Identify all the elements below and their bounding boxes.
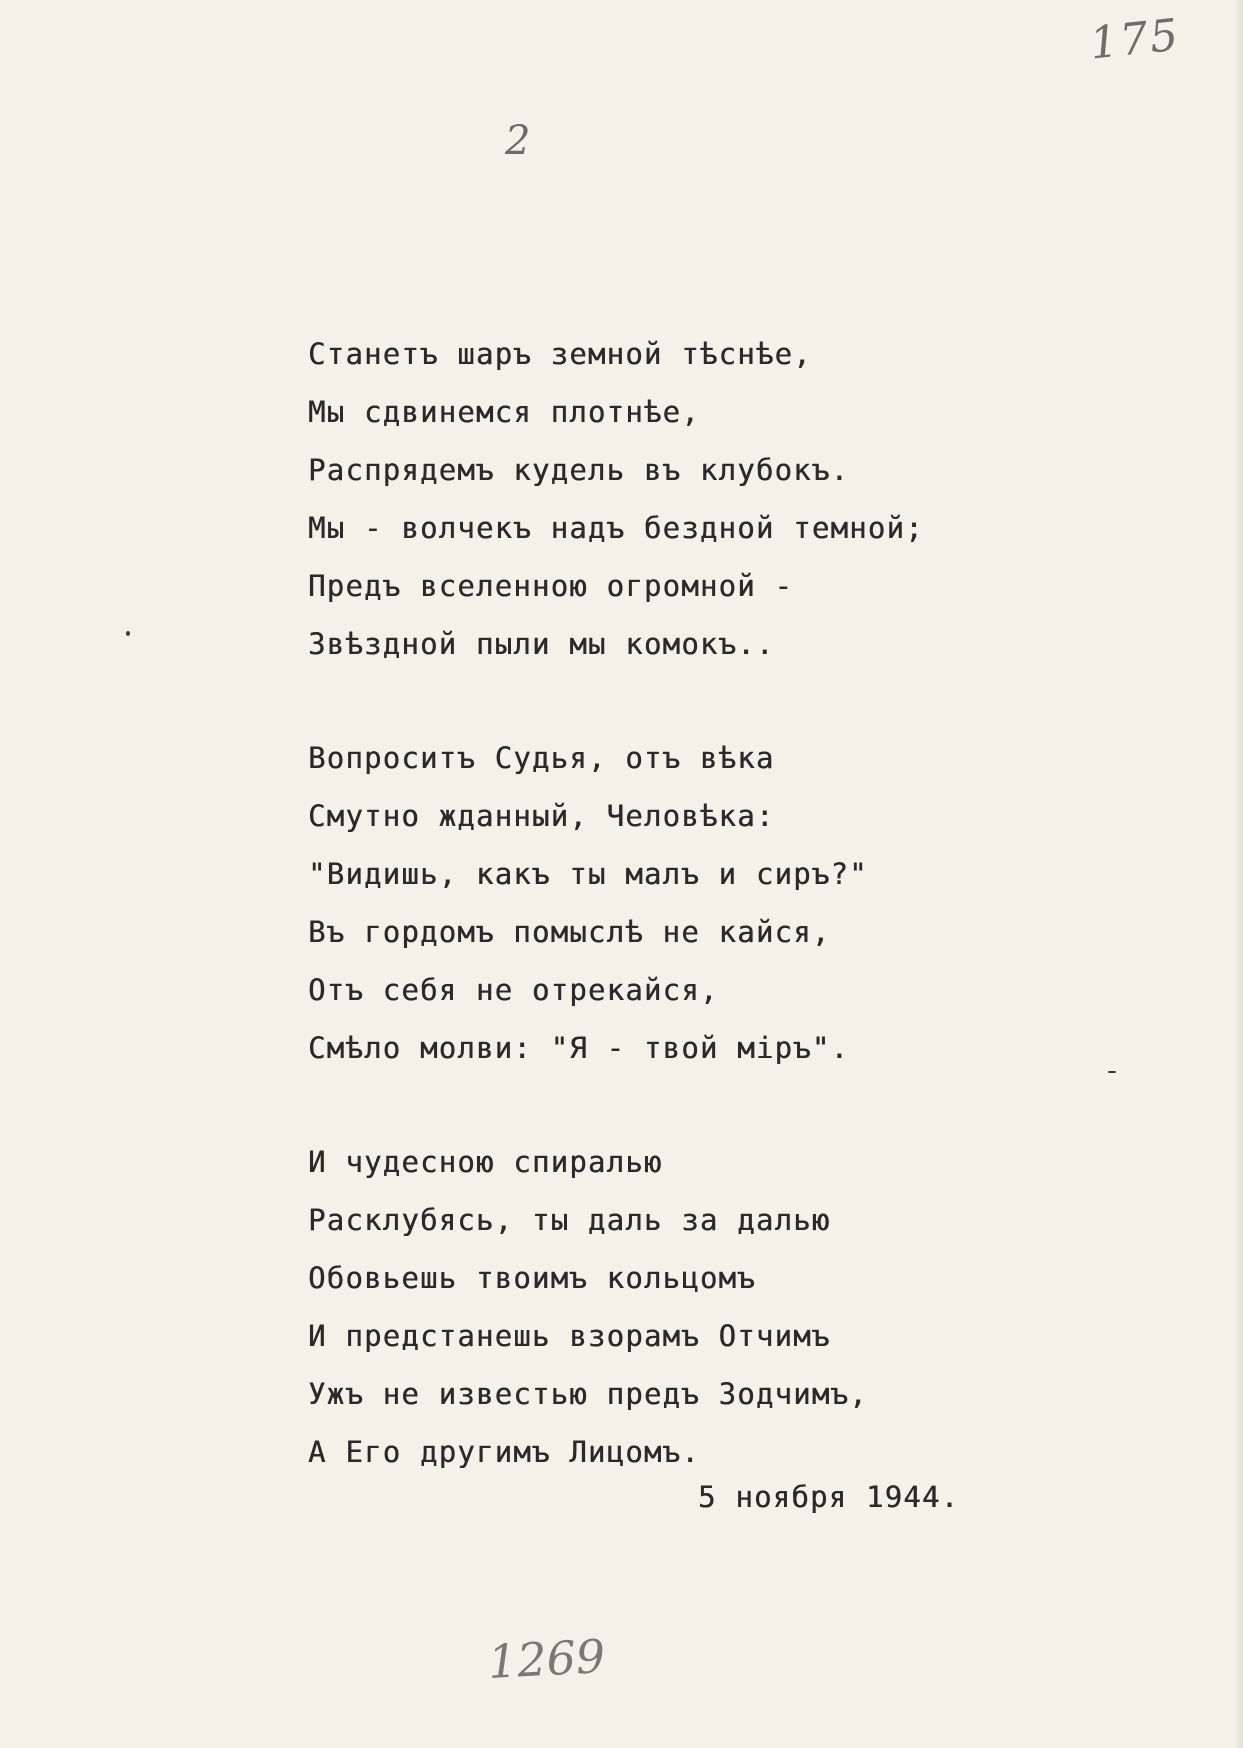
stanza-1 bbox=[308, 334, 924, 682]
poem-line: Вопроситъ Судья, отъ вѣка bbox=[308, 741, 775, 775]
poem-line: Мы сдвинемся плотнѣе, bbox=[308, 395, 700, 429]
poem-line: Распрядемъ кудель въ клубокъ. bbox=[308, 453, 850, 487]
poem-line: Смѣло молви: "Я - твой міръ". bbox=[308, 1031, 850, 1065]
poem-line: Въ гордомъ помыслѣ не кайся, bbox=[308, 915, 831, 949]
inventory-number: 1269 bbox=[486, 1628, 607, 1690]
poem-line: Звѣздной пыли мы комокъ.. bbox=[308, 627, 775, 661]
poem-line: Расклубясь, ты даль за далью bbox=[308, 1203, 831, 1237]
page-edge-shadow bbox=[1235, 0, 1241, 1748]
ink-speck bbox=[126, 631, 130, 636]
poem-line: Обовьешь твоимъ кольцомъ bbox=[308, 1261, 756, 1295]
stanza-3 bbox=[308, 1142, 924, 1490]
poem-line: И чудесною спиралью bbox=[308, 1145, 663, 1179]
poem-line: И предстанешь взорамъ Отчимъ bbox=[308, 1319, 831, 1353]
poem-line: Мы - волчекъ надъ бездной темной; bbox=[308, 511, 924, 545]
poem-line: А Его другимъ Лицомъ. bbox=[308, 1435, 700, 1469]
stanza-2 bbox=[308, 738, 924, 1086]
poem-line: "Видишь, какъ ты малъ и сиръ?" bbox=[308, 857, 868, 891]
poem-line: Станетъ шаръ земной тѣснѣе, bbox=[308, 337, 812, 371]
ink-speck bbox=[1108, 1071, 1116, 1073]
poem-line: Отъ себя не отрекайся, bbox=[308, 973, 719, 1007]
archive-number: 175 bbox=[1087, 9, 1183, 70]
poem-date: 5 ноября 1944. bbox=[698, 1480, 960, 1514]
poem-line: Смутно жданный, Человѣка: bbox=[308, 799, 775, 833]
poem bbox=[308, 334, 924, 1546]
poem-line: Ужъ не известью предъ Зодчимъ, bbox=[308, 1377, 868, 1411]
poem-line: Предъ вселенною огромной - bbox=[308, 569, 794, 603]
page-number: 2 bbox=[505, 118, 531, 164]
